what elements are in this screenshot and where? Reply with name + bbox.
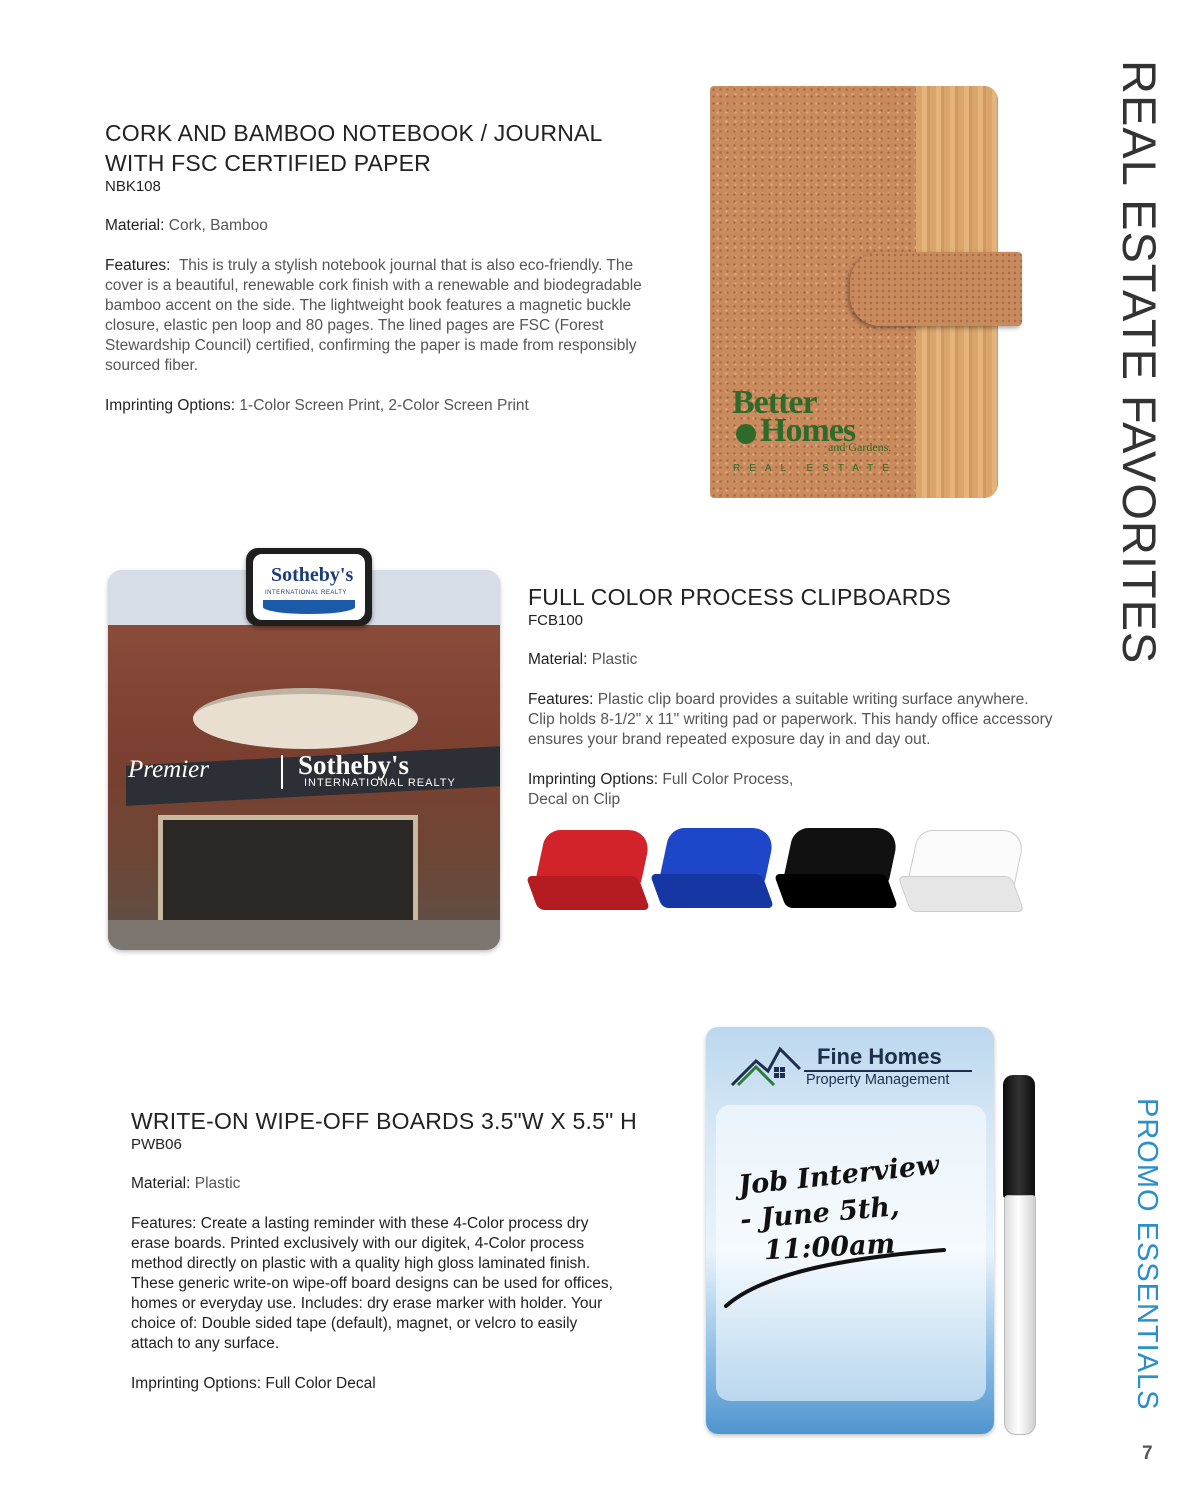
features-block: [131, 1214, 691, 1354]
features-line: bamboo accent on the side. The lightweight book features a magnetic buckle: [105, 297, 632, 314]
logo-line: Better: [732, 384, 817, 421]
features-line: Stewardship Council) certified, confirming the paper is made from responsibly: [105, 337, 637, 354]
features-line: [528, 690, 1088, 710]
features-line: Clip holds 8-1/2" x 11" writing pad or paperwork. This handy office accessory: [528, 711, 1053, 728]
product-sku: FCB100: [528, 612, 584, 629]
material-row: [105, 216, 268, 236]
marker-cap: [1003, 1075, 1035, 1199]
features-label: Features:: [528, 691, 594, 708]
clip-brand: Sotheby's: [271, 564, 354, 586]
clip-swatch-base: [526, 876, 650, 910]
board-note-line: 11:00am: [763, 1228, 896, 1267]
board-note-line: - June 5th,: [738, 1191, 901, 1236]
board-note-line: Job Interview: [736, 1149, 941, 1202]
features-line: cover is a beautiful, renewable cork finish with a renewable and biodegradable: [105, 277, 642, 294]
sign-text-left: Premier: [128, 756, 209, 783]
board-brand: Fine Homes: [817, 1044, 942, 1069]
clip-swatch-red: [532, 828, 650, 914]
features-line: Features: Create a lasting reminder with these 4-Color process dry: [131, 1215, 589, 1232]
features-line: sourced fiber.: [105, 357, 199, 374]
imprint-row: [528, 770, 793, 810]
features-block: [105, 256, 695, 376]
imprint-label: Imprinting Options:: [105, 397, 236, 414]
sign-divider: [281, 755, 283, 789]
leaf-icon: [736, 424, 756, 444]
dry-erase-marker: [1004, 1195, 1036, 1435]
notebook-strap: [850, 252, 1022, 326]
product-sku: NBK108: [105, 178, 161, 195]
features-block: [528, 690, 1088, 750]
product-title: WRITE-ON WIPE-OFF BOARDS 3.5"W X 5.5" H: [131, 1108, 637, 1134]
material-label: Material:: [528, 651, 588, 668]
material-value: Plastic: [591, 651, 638, 668]
logo-line: REAL ESTATE: [733, 463, 898, 474]
clip-swatch-base: [650, 874, 774, 908]
board-scribble-line: [722, 1244, 952, 1314]
clipboard-image: [108, 570, 500, 950]
clip-swatch-white: [904, 828, 1022, 914]
imprint-line: Decal on Clip: [528, 791, 621, 808]
clipboard-balcony: [193, 688, 418, 749]
imprint-row: Imprinting Options: Full Color Decal: [131, 1375, 376, 1392]
clip-subtext: INTERNATIONAL REALTY: [265, 590, 347, 596]
features-label: Features:: [105, 257, 171, 274]
product-title: FULL COLOR PROCESS CLIPBOARDS: [528, 584, 951, 610]
features-line: method directly on plastic with a quality high gloss laminated finish.: [131, 1255, 591, 1272]
imprint-line: [528, 770, 793, 790]
features-line: erase boards. Printed exclusively with our digitek, 4-Color process: [131, 1235, 585, 1252]
clip-swatch-base: [897, 876, 1024, 912]
material-label: Material:: [131, 1175, 191, 1192]
features-line: These generic write-on wipe-off board designs can be used for offices,: [131, 1275, 613, 1292]
imprint-value: Full Color Process,: [662, 771, 794, 788]
features-line: homes or everyday use. Includes: dry erase marker with holder. Your: [131, 1295, 603, 1312]
features-line: [105, 256, 695, 276]
clip-swatch-black: [780, 826, 898, 912]
material-value: Plastic: [194, 1175, 241, 1192]
clipboard-ground: [108, 920, 500, 950]
product-title: [105, 118, 603, 178]
product-title-line: WITH FSC CERTIFIED PAPER: [105, 150, 431, 176]
material-value: Cork, Bamboo: [168, 217, 268, 234]
features-line: closure, elastic pen loop and 80 pages. The lined pages are FSC (Forest: [105, 317, 604, 334]
board-brand-sub: Property Management: [806, 1072, 950, 1088]
sign-subtext: INTERNATIONAL REALTY: [304, 777, 456, 789]
imprint-label: Imprinting Options:: [528, 771, 659, 788]
section-title: REAL ESTATE FAVORITES: [1113, 60, 1166, 665]
features-line: choice of: Double sided tape (default), magnet, or velcro to easily: [131, 1315, 578, 1332]
logo-line: Homes: [760, 412, 856, 449]
logo-line: and Gardens.: [828, 440, 892, 454]
brand-name: PROMO ESSENTIALS: [1131, 1098, 1163, 1411]
clip-wave: [263, 600, 355, 614]
features-line: ensures your brand repeated exposure day in and day out.: [528, 731, 931, 748]
clip-swatch-base: [774, 874, 898, 908]
clipboard-clip: [246, 548, 372, 626]
features-line: attach to any surface.: [131, 1335, 280, 1352]
clipboard-storefront: [158, 815, 418, 930]
sign-text-right: Sotheby's: [298, 750, 410, 780]
clip-decal: [253, 554, 365, 620]
house-roof-icon: [730, 1045, 802, 1087]
product-sku: PWB06: [131, 1136, 182, 1153]
features-text: Plastic clip board provides a suitable writing surface anywhere.: [597, 691, 1029, 708]
clip-swatch-blue: [656, 826, 774, 912]
material-row: [528, 650, 637, 670]
features-text: This is truly a stylish notebook journal that is also eco-friendly. The: [178, 257, 634, 274]
imprint-value: 1-Color Screen Print, 2-Color Screen Print: [239, 397, 529, 414]
page-number: 7: [1142, 1443, 1153, 1464]
material-row: [131, 1174, 240, 1194]
material-label: Material:: [105, 217, 165, 234]
product-title-line: CORK AND BAMBOO NOTEBOOK / JOURNAL: [105, 120, 603, 146]
imprint-row: [105, 396, 529, 416]
